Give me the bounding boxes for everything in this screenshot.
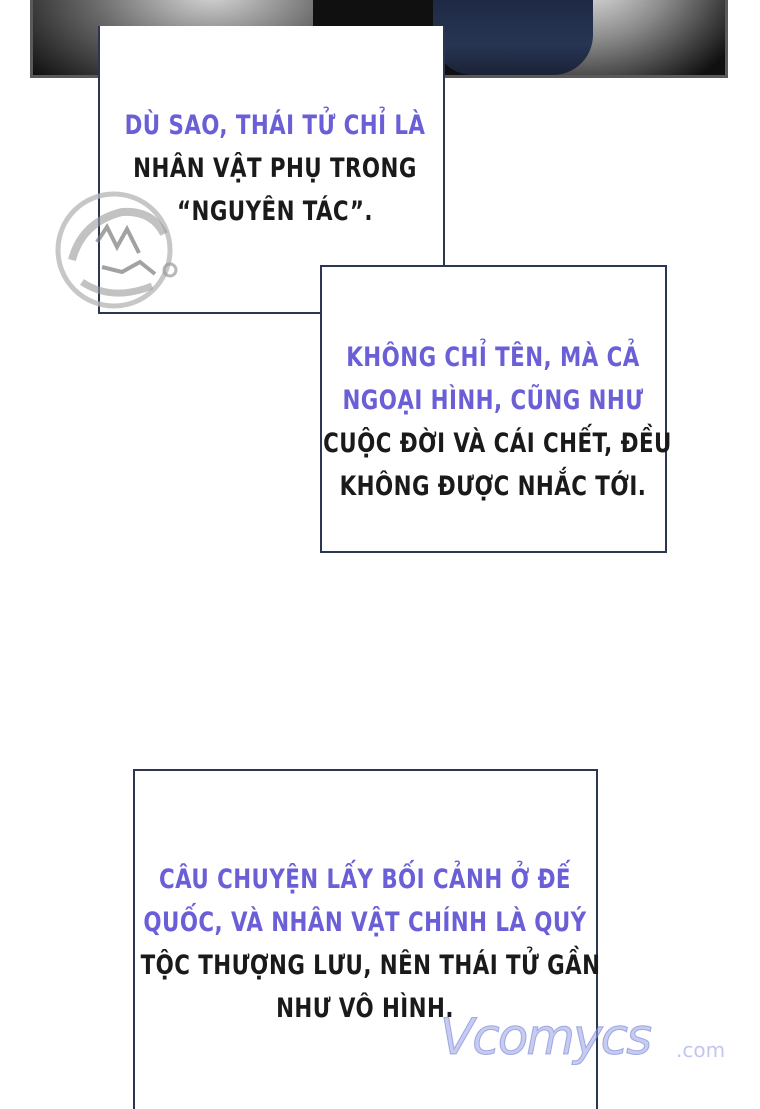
narration-line: NGOẠI HÌNH, CŨNG NHƯ [342,385,644,416]
character-figure [433,0,593,75]
narration-text-3 [140,858,601,1030]
site-watermark [440,1008,740,1078]
narration-text-2 [323,336,672,508]
narration-line: QUỐC, VÀ NHÂN VẬT CHÍNH LÀ QUÝ [143,907,587,938]
narration-line: DÙ SAO, THÁI TỬ CHỈ LÀ [124,110,426,141]
narration-line: “NGUYÊN TÁC”. [177,196,373,227]
narration-line: TỘC THƯỢNG LƯU, NÊN THÁI TỬ GẦN [140,950,601,981]
narration-line: NHƯ VÔ HÌNH. [276,993,454,1024]
site-watermark-suffix: .com [676,1038,726,1062]
narration-line: KHÔNG ĐƯỢC NHẮC TỚI. [339,471,647,502]
narration-line: NHÂN VẬT PHỤ TRONG [133,153,417,184]
site-watermark-main: Vcomycs [440,1008,651,1066]
narration-line: CUỘC ĐỜI VÀ CÁI CHẾT, ĐỀU [323,428,672,459]
narration-line: CÂU CHUYỆN LẤY BỐI CẢNH Ở ĐẾ [159,864,571,895]
scanlation-logo-icon [52,182,187,317]
narration-line: KHÔNG CHỈ TÊN, MÀ CẢ [346,342,640,373]
